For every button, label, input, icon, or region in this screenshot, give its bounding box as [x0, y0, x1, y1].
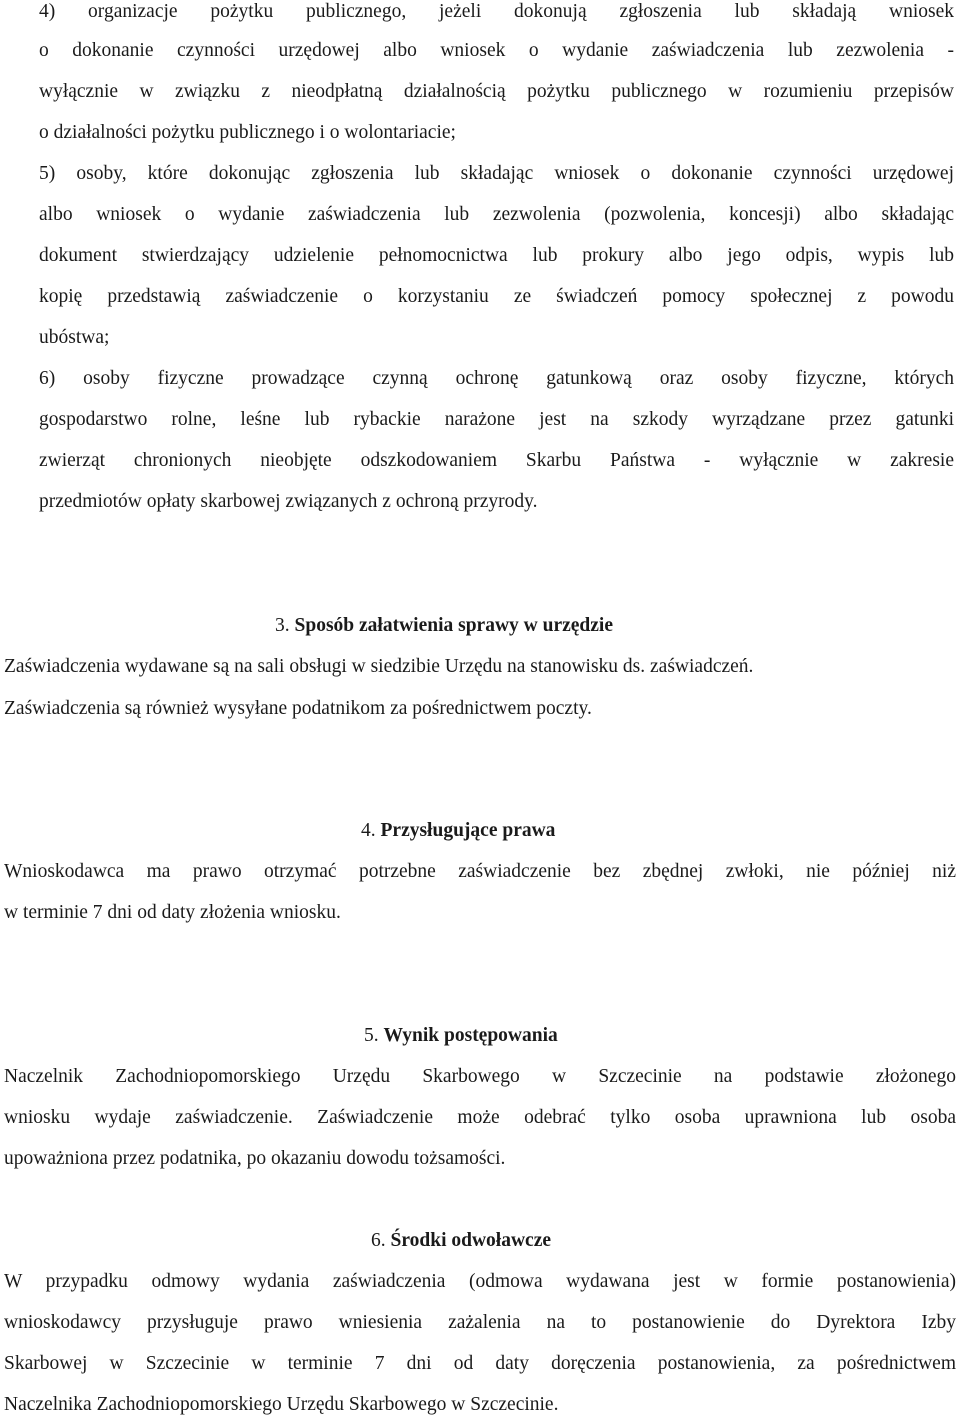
list-item-line: przedmiotów opłaty skarbowej związanych z ochroną przyrody. [39, 491, 538, 512]
paragraph-line: Naczelnik Zachodniopomorskiego Urzędu Skarbowego w Szczecinie na podstawie złożonego [4, 1066, 956, 1087]
section-number: 6. [371, 1230, 386, 1251]
section-title: Wynik postępowania [383, 1025, 558, 1046]
list-item-line: 6) osoby fizyczne prowadzące czynną ochronę gatunkową oraz osoby fizyczne, których [39, 368, 954, 389]
paragraph-line: Zaświadczenia wydawane są na sali obsługi w siedzibie Urzędu na stanowisku ds. zaświadczeń. [4, 656, 754, 677]
list-item-line: o dokonanie czynności urzędowej albo wniosek o wydanie zaświadczenia lub zezwolenia - [39, 40, 954, 61]
list-item-line: o działalności pożytku publicznego i o wolontariacie; [39, 122, 456, 143]
list-item-line: zwierząt chronionych nieobjęte odszkodowaniem Skarbu Państwa - wyłącznie w zakresie [39, 450, 954, 471]
paragraph-line: W przypadku odmowy wydania zaświadczenia (odmowa wydawana jest w formie postanowienia) [4, 1271, 956, 1292]
section-title: Środki odwoławcze [390, 1230, 552, 1251]
paragraph-line: Zaświadczenia są również wysyłane podatnikom za pośrednictwem poczty. [4, 698, 592, 719]
section-number: 4. [361, 820, 376, 841]
list-item-line: kopię przedstawią zaświadczenie o korzystaniu ze świadczeń pomocy społecznej z powodu [39, 286, 954, 307]
paragraph-line: w terminie 7 dni od daty złożenia wniosku. [4, 902, 341, 923]
section-heading [361, 819, 555, 843]
section-number: 3. [275, 615, 290, 636]
paragraph-line: Skarbowej w Szczecinie w terminie 7 dni od daty doręczenia postanowienia, za pośrednictwem [4, 1353, 956, 1374]
section-heading [364, 1024, 558, 1048]
section-heading [275, 614, 613, 638]
paragraph-line: Naczelnika Zachodniopomorskiego Urzędu Skarbowego w Szczecinie. [4, 1394, 559, 1415]
list-item-line: wyłącznie w związku z nieodpłatną działalnością pożytku publicznego w rozumieniu przepisów [39, 81, 954, 102]
list-item-line: 5) osoby, które dokonując zgłoszenia lub składając wniosek o dokonanie czynności urzędowej [39, 163, 954, 184]
section-title: Sposób załatwienia sprawy w urzędzie [294, 615, 613, 636]
paragraph-line: wniosku wydaje zaświadczenie. Zaświadczenie może odebrać tylko osoba uprawniona lub osoba [4, 1107, 956, 1128]
list-item-line: dokument stwierdzający udzielenie pełnomocnictwa lub prokury albo jego odpis, wypis lub [39, 245, 954, 266]
paragraph-line: wnioskodawcy przysługuje prawo wniesienia zażalenia na to postanowienie do Dyrektora Izby [4, 1312, 956, 1333]
section-number: 5. [364, 1025, 379, 1046]
list-item-line: ubóstwa; [39, 327, 110, 348]
paragraph-line: Wnioskodawca ma prawo otrzymać potrzebne zaświadczenie bez zbędnej zwłoki, nie później niż [4, 861, 956, 882]
list-item-line: albo wniosek o wydanie zaświadczenia lub zezwolenia (pozwolenia, koncesji) albo składając [39, 204, 954, 225]
list-item-line: 4) organizacje pożytku publicznego, jeżeli dokonują zgłoszenia lub składają wniosek [39, 1, 954, 22]
section-title: Przysługujące prawa [380, 820, 556, 841]
section-heading [371, 1229, 551, 1253]
paragraph-line: upoważniona przez podatnika, po okazaniu dowodu tożsamości. [4, 1148, 506, 1169]
list-item-line: gospodarstwo rolne, leśne lub rybackie narażone jest na szkody wyrządzane przez gatunki [39, 409, 954, 430]
